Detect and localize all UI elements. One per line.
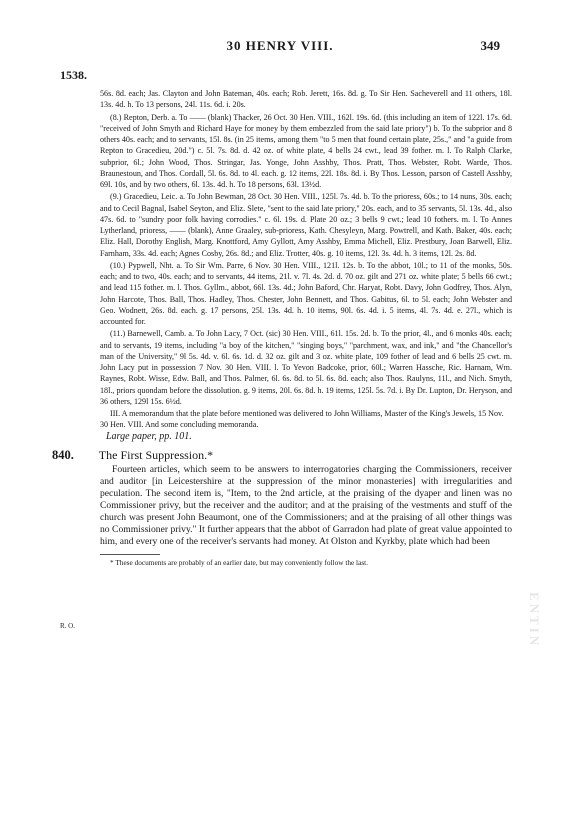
section-heading — [52, 448, 512, 462]
footnote-divider — [100, 554, 160, 555]
main-text — [52, 88, 512, 567]
section-number: 840. — [52, 447, 74, 462]
margin-reference: R. O. — [60, 622, 75, 630]
footnote: * These documents are probably of an earlier date, but may conveniently follow the last. — [110, 557, 369, 567]
entry-pypwell: (10.) Pypwell, Nht. a. To Sir Wm. Parre, 6 Nov. 30 Hen. VIII., 121l. 12s. b. To the abbot, 10l.; to 11 of the monks, 50s. each; and to two, 40s. each; and to servants, 44 items, 21l. v. 7l. 4s. 2d. d. 70 oz. gilt and 271 oz. white plate; 5 bells 66 cwt.; and lead 115 fother. m. l. Thos. Gyllm., abbot, 66l. 13s. 4d.; John Baford, Chr. Haryat, Robt. Davy, John Godfrey, Thos. Alyn, John Harcote, Thos. Ball, Thos. Hadley, Thos. Chester, John Bennett, and Thos. Gabitus, 6l. to 5l. each; John Webster and Geo. Wodnett, 26s. 8d. each. g. 17 persons, 25l. 13s. 4d. h. 10 items, 90l. 6s. 4d. i. 5 items, 4l. 7s. 4d. e. 27l., which is accounted for. — [100, 260, 512, 326]
entry-barnewell: (11.) Barnewell, Camb. a. To John Lacy, 7 Oct. (sic) 30 Hen. VIII., 61l. 15s. 2d. b. To the prior, 4l., and 6 monks 40s. each; and to servants, 19 items, including "a boy of the kitchen," "singing boys," "parchment, wax, and ink," and "the Chancellor's man of the University," 9l 5s. 4d. v. 6l. 6s. 1d. d. 32 oz. gilt and 3 oz. white plate, 109 fother of lead and 6 bells 25 cwt. m. John Lacy put in possession 7 Nov. 30 Hen. VIII. l. To Yevon Badcoke, prior, 60l.; Warren Hassche, Ric. Harnam, Wm. Raynes, Robt. Wisse, Edw. Ball, and Thos. Palmer, 6l. 6s. 8d. to 5l. 6s. 8d. each; also Thos. Raulyns, 11l., and Nich. Smyth, 18l., priors quondam before the dissolution. g. 9 items, 20l. 6s. 8d. h. 19 items, 125l. 5s. 7d. i. By Dr. Lupton, Dr. Heryson, and 36 others, 129l 15s. 6½d. — [100, 329, 512, 406]
stamp-text: ENTIN — [527, 591, 542, 649]
section-body: Fourteen articles, which seem to be answers to interrogatories charging the Commissioners, receiver and auditor [in Leicestershire at the suppression of the minor monasteries] with irregularities and peculation. The second item is, "Item, to the 2nd article, at the praising of the dyaper and linen was no Commissioner privy, but the receiver and the auditor; and at the praising of the vestments and stuff of the church was present John Beaumont, one of the Commissioners; and at the praising of all other things was no Commissioner privy." It further appears that the abbot of Garradon had plate of great value appointed to him, and every one of the receiver's servants had money. At Olston and Kyrkby, plate which had been — [100, 463, 512, 547]
large-paper-note: Large paper, pp. 101. — [106, 430, 192, 442]
entry-gracedieu: (9.) Gracedieu, Leic. a. To John Bewman, 28 Oct. 30 Hen. VIII., 125l. 7s. 4d. b. To the prioress, 60s.; to 14 nuns, 30s. each; and to Cecil Bagnal, Isabel Seyton, and Eliz. Slete, "sent to the said late priory," 20s. each, and to 35 servants, 5l. 13s. 4d., also 47s. 6d. to "sundry poor folk having corrodies." c. 6l. 19s. d. Plate 20 oz.; 3 bells 9 cwt.; lead 10 fothers. m. l. To Annes Lytherland, prioress, —— (blank), Anne Graaley, sub-prioress, Kath. Chesyleyn, Marg. Powtrell, and Kath. Baker, 40s. each; Eliz. Hall, Dorothy English, Marg. Knottford, Amy Gyllott, Amy Asshby, Emma Michell, Eliz. Prestbury, Joan Barwell, Eliz. Farnham, 33s. 4d. each; Agnes Cosby, 26s. 8d.; and Eliz. Trotter, 40s. g. 10 items, 12l. 3s. 4d. h. 3 items, 12l. 2s. 8d. — [100, 192, 512, 258]
page-header — [60, 38, 500, 60]
year-label: 1538. — [60, 68, 87, 82]
entry-repton: (8.) Repton, Derb. a. To —— (blank) Thacker, 26 Oct. 30 Hen. VIII., 162l. 19s. 6d. (this including an item of 122l. 17s. 6d. "received of John Smyth and Richard Haye for money by them embezzled from the said late priory") b. To the subprior and 8 others 40s. each; and to servants, 15l. 8s. (in 25 items, among them "to 5 men that found certain plate, 25s.," and "a guide from Repton to Gracedieu, 20d.") c. 5l. 7s. 8d. d. 42 oz. of white plate, 4 bells 24 cwt., lead 39 fother. m. l. To Ralph Clarke, subprior, 6l.; John Wood, Thos. Stringar, Jas. Yonge, John Asshby, Thos. Pratt, Thos. Webster, Robt. Warde, Thos. Braunestoun, and Thos. Cordall, 5l. 6s. 8d. to 4l. each. g. 12 items, 22l. 18s. 8d. i. By Thos. Lesson, parson of Castell Asshby, 69l. 10s, and by two others, 6l. 13s. 4d. h. To 18 persons, 63l. 13½d. — [100, 112, 512, 189]
memorandum: III. A memorandum that the plate before mentioned was delivered to John Williams, Master of the King's Jewels, 15 Nov. 30 Hen. VIII. And some concluding memoranda. — [100, 409, 504, 430]
entry-continuation: 56s. 8d. each; Jas. Clayton and John Bateman, 40s. each; Rob. Jerett, 16s. 8d. g. To Sir Hen. Sacheverell and 11 others, 18l. 13s. 4d. h. To 13 persons, 24l. 11s. 6d. i. 20s. — [100, 89, 512, 110]
page-number: 349 — [480, 38, 500, 53]
section-title: The First Suppression.* — [98, 447, 214, 462]
running-title: 30 HENRY VIII. — [226, 38, 334, 53]
library-stamp-watermark — [505, 520, 563, 720]
